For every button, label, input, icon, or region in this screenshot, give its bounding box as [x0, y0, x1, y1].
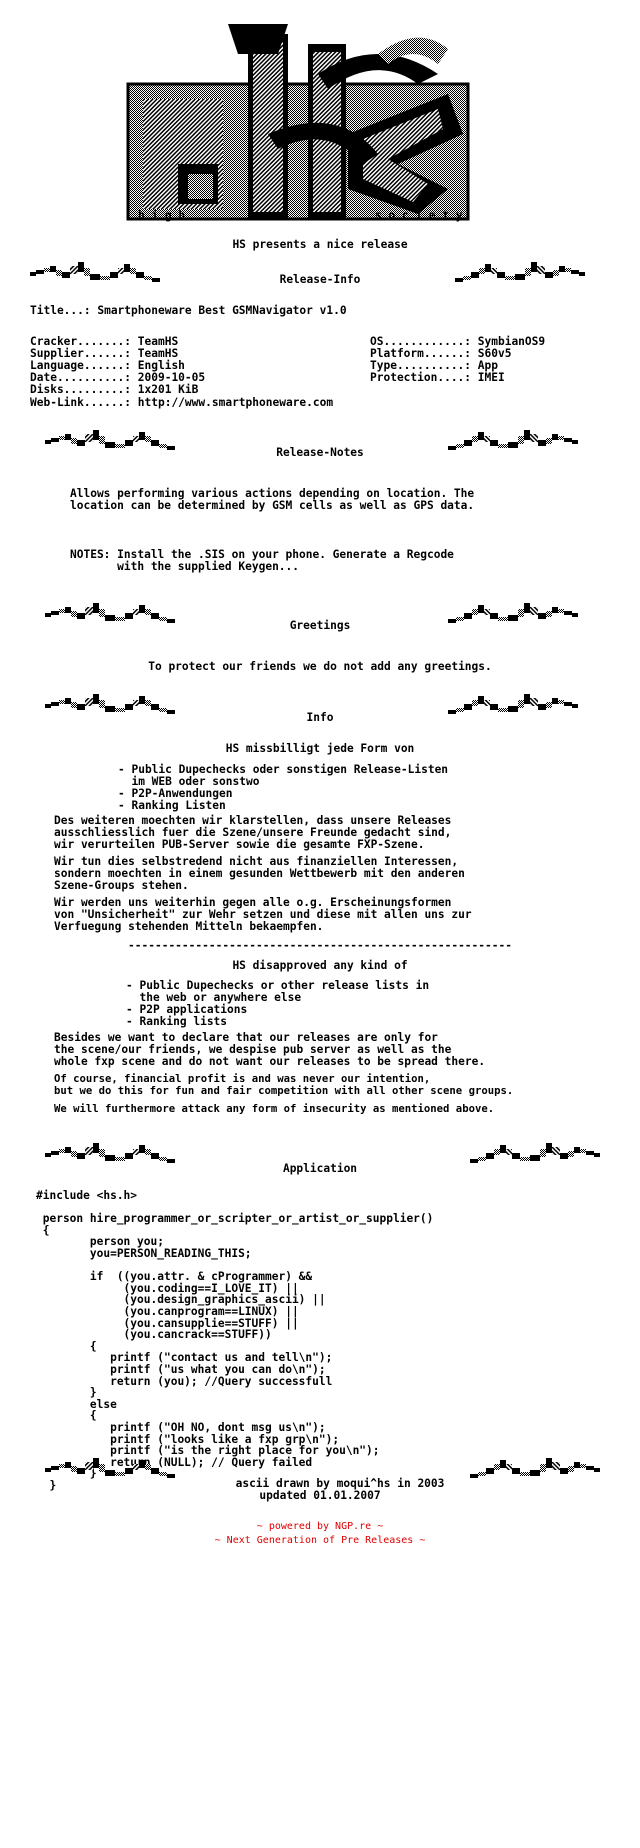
code-line: you=PERSON_READING_THIS; — [36, 1247, 252, 1260]
logo-society: s o c i e t y — [375, 209, 463, 222]
info-de-p1-0: Des weiteren moechten wir klarstellen, dass unsere Releases — [54, 814, 452, 827]
code-line: if ((you.attr. & cProgrammer) && — [36, 1270, 313, 1284]
release-left-1: Supplier......: TeamHS — [30, 347, 179, 360]
code-line: printf ("us what you can do\n"); — [36, 1363, 326, 1376]
info-en-list-0: - Public Dupechecks or other release lists in — [126, 979, 430, 992]
info-en-list-2: - P2P applications — [126, 1003, 248, 1016]
code-line: return (you); //Query successfull — [36, 1374, 333, 1388]
code-line: (you.coding==I_LOVE_IT) || — [36, 1281, 299, 1295]
section-info: Info — [306, 711, 334, 724]
section-greetings: Greetings — [289, 619, 351, 632]
info-de-p2-1: sondern moechten in einem gesunden Wettbewerb mit den anderen — [54, 867, 465, 880]
release-left-4: Disks.........: 1x201 KiB — [30, 383, 199, 396]
code-line: } — [36, 1467, 97, 1481]
info-de-list-0: - Public Dupechecks oder sonstigen Release-Listen — [118, 763, 449, 776]
info-de-list-1: im WEB oder sonstwo — [118, 775, 260, 788]
code-line: (you.cansupplie==STUFF) || — [36, 1316, 299, 1330]
code-line: printf ("looks like a fxp grp\n"); — [36, 1432, 340, 1446]
release-right-1: Platform......: S60v5 — [370, 347, 512, 360]
code-line: { — [36, 1409, 97, 1423]
release-right-2: Type..........: App — [370, 359, 498, 372]
code-line: printf ("is the right place for you\n"); — [36, 1444, 380, 1458]
release-right-3: Protection....: IMEI — [370, 371, 505, 384]
notes-install-1: with the supplied Keygen... — [70, 560, 300, 573]
section-release-info: Release-Info — [279, 273, 361, 286]
release-weblink[interactable]: Web-Link......: http://www.smartphoneware.com — [30, 396, 334, 409]
release-left-0: Cracker.......: TeamHS — [30, 335, 179, 348]
code-line: { — [36, 1339, 97, 1353]
info-en-heading: HS disapproved any kind of — [232, 959, 408, 972]
code-line: (you.cancrack==STUFF)) — [36, 1328, 272, 1342]
credits-drawn: ascii drawn by moqui^hs in 2003 — [235, 1477, 445, 1490]
info-en-p1-2: whole fxp scene and do not want our releases to be spread there. — [54, 1055, 486, 1068]
release-right-0: OS............: SymbianOS9 — [370, 335, 546, 348]
code-line: (you.design_graphics_ascii) || — [36, 1293, 326, 1307]
info-de-p3-0: Wir werden uns weiterhin gegen alle o.g. Erscheinungsformen — [54, 896, 452, 909]
code-line: { — [36, 1223, 50, 1237]
release-left-2: Language......: English — [30, 359, 185, 372]
info-de-heading: HS missbilligt jede Form von — [225, 742, 415, 755]
code-line: person hire_programmer_or_scripter_or_artist_or_supplier() — [36, 1212, 434, 1226]
info-en-p1-1: the scene/our friends, we despise pub server as well as the — [54, 1043, 452, 1056]
info-en-p1-0: Besides we want to declare that our releases are only for — [54, 1031, 438, 1044]
notes-desc-1: location can be determined by GSM cells as well as GPS data. — [70, 499, 475, 512]
info-en-list-3: - Ranking lists — [126, 1015, 228, 1028]
code-line: #include <hs.h> — [36, 1189, 138, 1202]
release-left-3: Date..........: 2009-10-05 — [30, 371, 206, 384]
info-de-p2-2: Szene-Groups stehen. — [54, 879, 189, 892]
code-line: } — [36, 1479, 57, 1492]
info-de-p1-2: wir verurteilen PUB-Server sowie die gesamte FXP-Szene. — [54, 838, 425, 851]
credits-updated: updated 01.01.2007 — [259, 1489, 381, 1502]
info-de-p3-2: Verfuegung stehenden Mitteln bekaempfen. — [54, 920, 324, 933]
code-line: printf ("OH NO, dont msg us\n"); — [36, 1421, 326, 1434]
footer-powered[interactable]: ~ powered by NGP.re ~ — [256, 1521, 384, 1532]
greetings-text: To protect our friends we do not add any greetings. — [148, 660, 492, 673]
info-de-p2-0: Wir tun dies selbstredend nicht aus finanziellen Interessen, — [54, 855, 459, 868]
code-line: printf ("contact us and tell\n"); — [36, 1351, 333, 1365]
info-de-list-3: - Ranking Listen — [118, 799, 226, 812]
section-release-notes: Release-Notes — [276, 446, 364, 459]
code-line: (you.canprogram==LINUX) || — [36, 1305, 299, 1318]
info-de-list-2: - P2P-Anwendungen — [118, 787, 233, 800]
info-en-p2-1: but we do this for fun and fair competition with all other scene groups. — [54, 1085, 514, 1097]
notes-install-0: NOTES: Install the .SIS on your phone. Generate a Regcode — [70, 548, 454, 561]
section-application: Application — [282, 1162, 358, 1175]
code-line: person you; — [36, 1235, 164, 1249]
logo-high: h i g h — [138, 209, 186, 222]
footer-ngp: ~ Next Generation of Pre Releases ~ — [214, 1535, 426, 1546]
info-de-p1-1: ausschliesslich fuer die Szene/unsere Freunde gedacht sind, — [54, 826, 452, 839]
presents-line: HS presents a nice release — [232, 238, 408, 251]
info-en-p2-0: Of course, financial profit is and was never our intention, — [54, 1073, 431, 1085]
divider-line: --------------------------------------------------------- — [128, 939, 512, 952]
release-title: Title...: Smartphoneware Best GSMNavigator v1.0 — [30, 304, 347, 317]
code-line: return (NULL); // Query failed — [36, 1455, 313, 1469]
notes-desc-0: Allows performing various actions depending on location. The — [70, 487, 475, 500]
info-en-list-1: the web or anywhere else — [126, 991, 302, 1004]
info-de-p3-1: von "Unsicherheit" zur Wehr setzen und diese mit allen uns zur — [54, 908, 472, 921]
info-en-p3-0: We will furthermore attack any form of insecurity as mentioned above. — [54, 1103, 495, 1115]
code-line: else — [36, 1397, 117, 1411]
code-line: } — [36, 1386, 97, 1400]
